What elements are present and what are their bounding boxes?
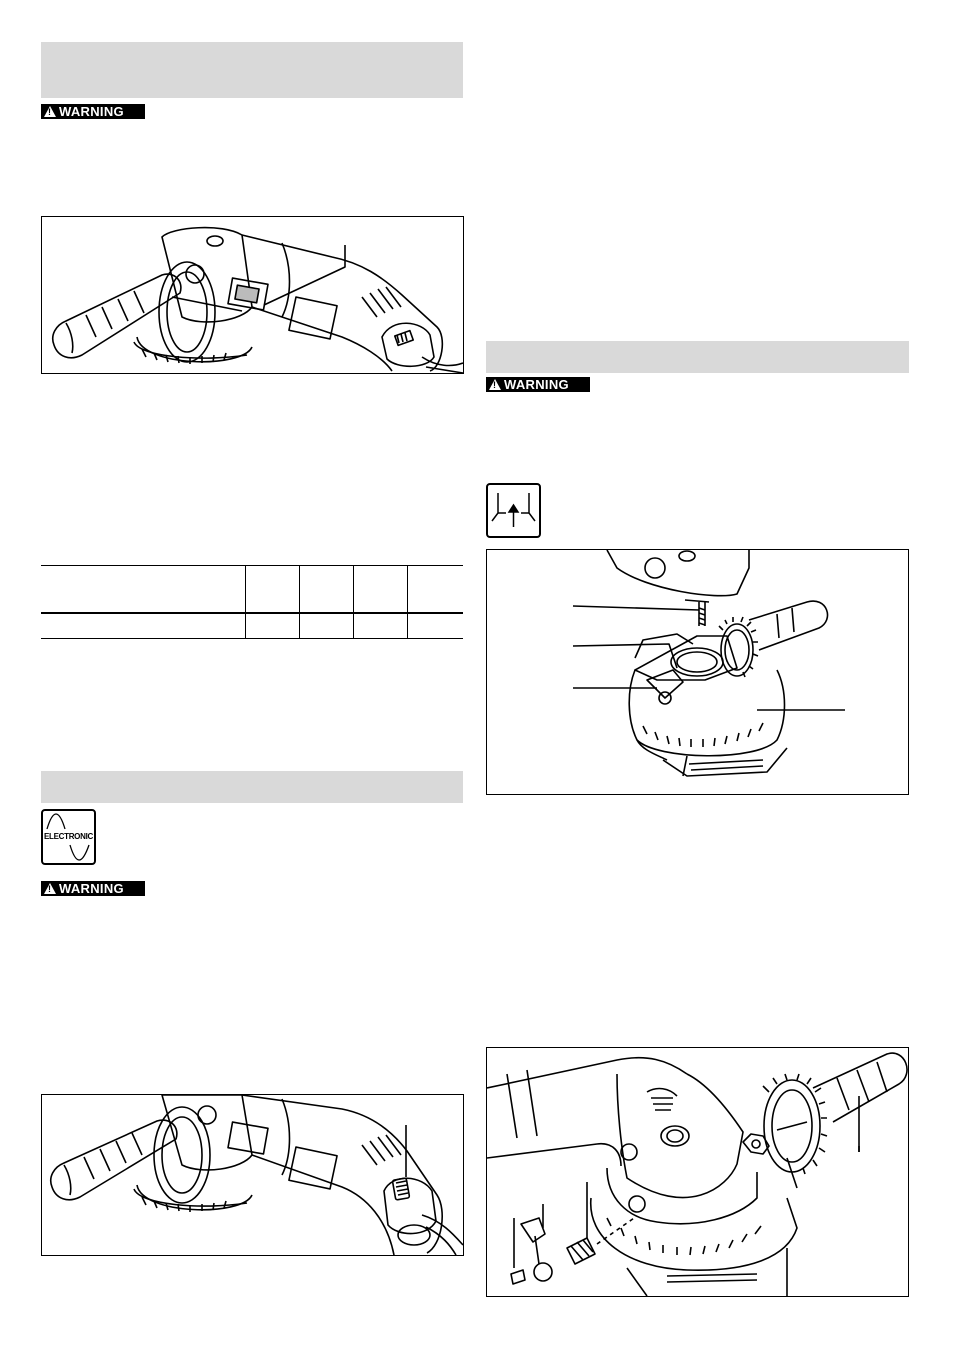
spec-cell	[407, 613, 463, 639]
spec-header-cell	[245, 566, 299, 614]
warning-badge	[41, 881, 145, 896]
warning-label: WARNING	[504, 377, 569, 392]
table-row	[41, 613, 463, 639]
spec-cell	[299, 613, 353, 639]
figure-guard-assembly	[486, 549, 909, 795]
section-heading-bar-top	[41, 42, 463, 98]
warning-badge	[486, 377, 590, 392]
electronic-sine-wave-icon	[41, 809, 96, 865]
spec-header-cell	[41, 566, 245, 614]
electronic-label: ELECTRONIC	[43, 832, 93, 841]
figure-grinder-speed-dial	[41, 1094, 464, 1256]
warning-triangle-icon	[489, 379, 501, 390]
guard-adjust-arrow-icon	[486, 483, 541, 538]
grinder-switch-illustration	[42, 217, 463, 373]
warning-triangle-icon	[44, 883, 56, 894]
spec-header-cell	[407, 566, 463, 614]
warning-badge	[41, 104, 145, 119]
spec-table-header	[41, 566, 463, 614]
grinder-dial-illustration	[42, 1095, 463, 1255]
spec-header-cell	[353, 566, 407, 614]
section-heading-bar-electronic	[41, 771, 463, 803]
warning-label: WARNING	[59, 104, 124, 119]
spec-header-cell	[299, 566, 353, 614]
spec-cell	[353, 613, 407, 639]
guard-assembly-illustration	[487, 550, 908, 794]
spec-cell	[245, 613, 299, 639]
spec-table	[41, 565, 463, 639]
handle-assembly-illustration	[487, 1048, 908, 1296]
figure-grinder-switch	[41, 216, 464, 374]
warning-triangle-icon	[44, 106, 56, 117]
spec-cell	[41, 613, 245, 639]
figure-handle-assembly	[486, 1047, 909, 1297]
section-heading-bar-guard	[486, 341, 909, 373]
warning-label: WARNING	[59, 881, 124, 896]
